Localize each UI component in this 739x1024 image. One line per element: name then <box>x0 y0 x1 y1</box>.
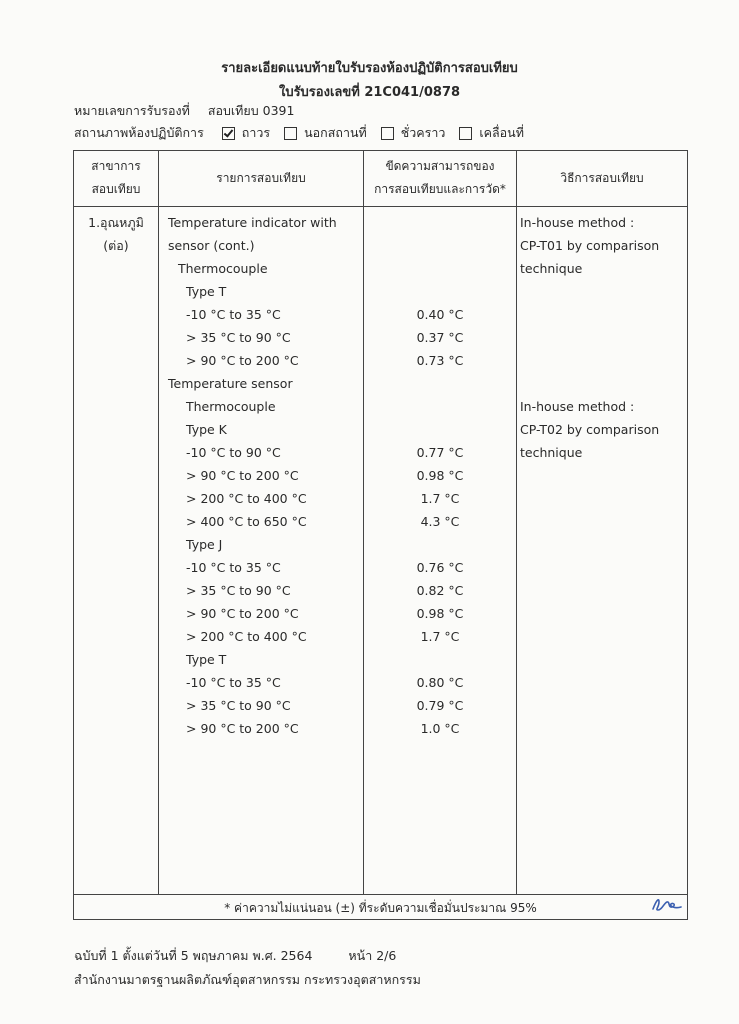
item-text: Type T <box>186 652 227 667</box>
status-option-label: เคลื่อนที่ <box>479 125 524 140</box>
uncertainty-value: 0.80 °C <box>416 675 464 690</box>
method-text <box>520 510 659 533</box>
item-text: > 35 °C to 90 °C <box>186 583 291 598</box>
status-option-label: ถาวร <box>241 125 271 140</box>
uncertainty-value <box>364 234 516 257</box>
header-uncertainty-line2: การสอบเทียบและการวัด* <box>374 182 506 196</box>
footnote: * ค่าความไม่แน่นอน (±) ที่ระดับความเชื่อมั่นประมาณ 95% <box>224 901 537 915</box>
method-text <box>520 303 659 326</box>
uncertainty-value <box>364 648 516 671</box>
header-item: รายการสอบเทียบ <box>216 171 306 185</box>
item-text: sensor (cont.) <box>168 238 255 253</box>
item-text: > 200 °C to 400 °C <box>186 629 307 644</box>
method-text <box>520 602 659 625</box>
header-branch <box>74 155 158 201</box>
item-text: Temperature indicator with <box>168 215 337 230</box>
uncertainty-value <box>364 395 516 418</box>
method-text: CP-T02 by comparison <box>520 422 660 437</box>
registration-line <box>74 101 294 121</box>
checkbox-checked-icon <box>222 127 235 140</box>
certificate-number: ใบรับรองเลขที่ 21C041/0878 <box>278 85 461 100</box>
header-uncertainty-line1: ขีดความสามารถของ <box>385 159 495 173</box>
method-text <box>520 717 659 740</box>
status-option-label: นอกสถานที่ <box>304 125 367 140</box>
uncertainty-value: 0.79 °C <box>416 698 464 713</box>
header-divider <box>73 206 688 207</box>
method-text <box>520 487 659 510</box>
method-text: In-house method : <box>520 215 635 230</box>
item-text: -10 °C to 90 °C <box>186 445 281 460</box>
uncertainty-value: 0.40 °C <box>416 307 464 322</box>
uncertainty-value <box>364 257 516 280</box>
uncertainty-value: 1.7 °C <box>420 629 460 644</box>
uncertainty-value: 0.77 °C <box>416 445 464 460</box>
header-branch-line2: สอบเทียบ <box>91 182 141 196</box>
uncertainty-value <box>364 418 516 441</box>
column-divider <box>158 150 159 895</box>
item-text: Temperature sensor <box>168 376 293 391</box>
method-text <box>520 349 659 372</box>
uncertainty-value: 0.98 °C <box>416 606 464 621</box>
uncertainty-value: 1.0 °C <box>420 721 460 736</box>
uncertainty-value: 0.73 °C <box>416 353 464 368</box>
item-text: > 35 °C to 90 °C <box>186 698 291 713</box>
status-option-temporary <box>381 123 446 143</box>
method-text <box>520 280 659 303</box>
item-text: -10 °C to 35 °C <box>186 675 281 690</box>
uncertainty-column <box>364 211 516 740</box>
item-column <box>168 211 337 740</box>
uncertainty-value: 4.3 °C <box>420 514 460 529</box>
item-text: Type T <box>186 284 227 299</box>
handwritten-initials-icon <box>650 893 684 915</box>
method-text <box>520 464 659 487</box>
item-text: Type J <box>186 537 223 552</box>
uncertainty-value: 0.98 °C <box>416 468 464 483</box>
item-text: > 35 °C to 90 °C <box>186 330 291 345</box>
item-text: > 90 °C to 200 °C <box>186 468 299 483</box>
uncertainty-value <box>364 211 516 234</box>
uncertainty-value: 1.7 °C <box>420 491 460 506</box>
uncertainty-value: 0.37 °C <box>416 330 464 345</box>
method-text <box>520 694 659 717</box>
checkbox-empty-icon <box>284 127 297 140</box>
item-text: -10 °C to 35 °C <box>186 307 281 322</box>
method-text <box>520 326 659 349</box>
item-text: > 400 °C to 650 °C <box>186 514 307 529</box>
method-text <box>520 533 659 556</box>
branch-cell <box>74 211 158 257</box>
method-text <box>520 579 659 602</box>
branch-name: 1.อุณหภูมิ <box>88 215 144 230</box>
item-text: > 90 °C to 200 °C <box>186 606 299 621</box>
checkbox-empty-icon <box>459 127 472 140</box>
status-option-mobile <box>459 123 524 143</box>
method-text: technique <box>520 261 583 276</box>
issue-line <box>74 946 396 966</box>
item-text: Thermocouple <box>178 261 268 276</box>
registration-value: สอบเทียบ 0391 <box>207 103 295 118</box>
registration-label: หมายเลขการรับรองที่ <box>74 103 190 118</box>
checkbox-empty-icon <box>381 127 394 140</box>
method-text <box>520 556 659 579</box>
header-method: วิธีการสอบเทียบ <box>560 171 644 185</box>
method-text: CP-T01 by comparison <box>520 238 660 253</box>
footnote-divider <box>73 894 688 895</box>
status-option-permanent <box>222 123 270 143</box>
method-text <box>520 372 659 395</box>
branch-continued: (ต่อ) <box>103 238 129 253</box>
header-uncertainty <box>364 155 516 201</box>
status-option-label: ชั่วคราว <box>400 125 446 140</box>
item-text: > 90 °C to 200 °C <box>186 721 299 736</box>
uncertainty-value <box>364 533 516 556</box>
page-number: หน้า 2/6 <box>348 948 397 963</box>
uncertainty-value <box>364 372 516 395</box>
uncertainty-value: 0.76 °C <box>416 560 464 575</box>
item-text: > 90 °C to 200 °C <box>186 353 299 368</box>
method-column <box>520 211 659 740</box>
lab-status-line <box>74 123 538 143</box>
method-text <box>520 648 659 671</box>
uncertainty-value <box>364 280 516 303</box>
issue-date: ฉบับที่ 1 ตั้งแต่วันที่ 5 พฤษภาคม พ.ศ. 2564 <box>74 948 313 963</box>
document-title: รายละเอียดแนบท้ายใบรับรองห้องปฏิบัติการสอบเทียบ <box>221 61 518 76</box>
header-branch-line1: สาขาการ <box>91 159 141 173</box>
column-divider <box>516 150 517 895</box>
item-text: Thermocouple <box>186 399 276 414</box>
issuer: สำนักงานมาตรฐานผลิตภัณฑ์อุตสาหกรรม กระทรวงอุตสาหกรรม <box>74 972 421 987</box>
method-text <box>520 625 659 648</box>
method-text: technique <box>520 445 583 460</box>
method-text <box>520 671 659 694</box>
item-text: > 200 °C to 400 °C <box>186 491 307 506</box>
method-text: In-house method : <box>520 399 635 414</box>
status-option-offsite <box>284 123 367 143</box>
status-label: สถานภาพห้องปฏิบัติการ <box>74 125 204 140</box>
item-text: Type K <box>186 422 227 437</box>
uncertainty-value: 0.82 °C <box>416 583 464 598</box>
item-text: -10 °C to 35 °C <box>186 560 281 575</box>
